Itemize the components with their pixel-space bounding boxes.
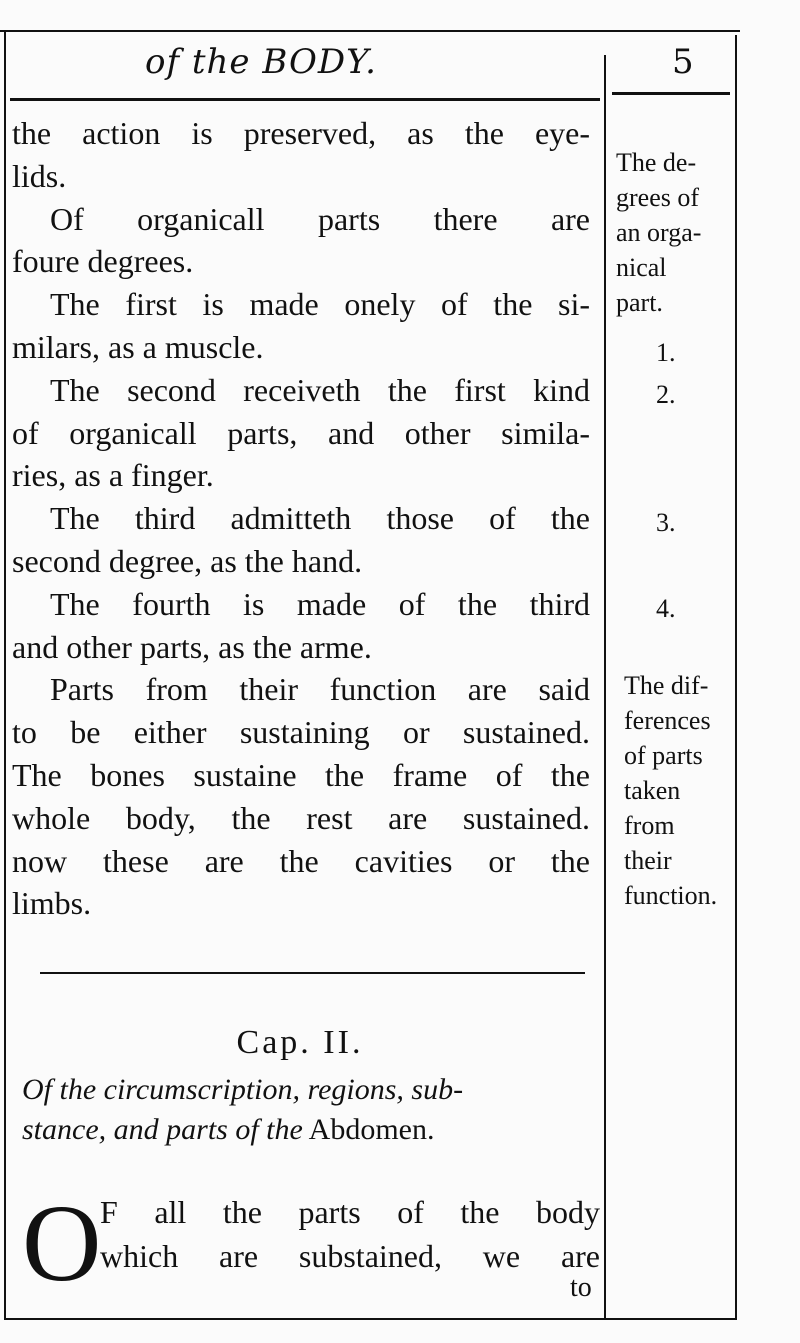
drop-cap: O xyxy=(22,1182,102,1304)
opening-line-1: F all the parts of the body xyxy=(100,1194,600,1230)
text-line: The second receiveth the first kind xyxy=(50,371,590,408)
running-title: of the BODY. xyxy=(145,42,377,82)
text-line: The fourth is made of the third xyxy=(50,585,590,622)
text-line: to be either sustaining or sustained. xyxy=(12,714,590,751)
margin-number-3: 3. xyxy=(656,508,676,537)
margin-note-line: part. xyxy=(616,288,663,317)
text-line: Parts from their function are said xyxy=(50,671,590,708)
header-rule xyxy=(10,98,600,101)
column-divider xyxy=(604,55,606,1320)
margin-note-line: from xyxy=(624,811,675,840)
page-number: 5 xyxy=(672,42,694,82)
margin-note-line: function. xyxy=(624,881,718,910)
margin-note-line: their xyxy=(624,846,672,875)
chapter-title: Cap. II. xyxy=(236,1024,364,1061)
bottom-border xyxy=(4,1318,736,1320)
chapter-subtitle-italic: Of the circumscription, regions, sub- xyxy=(22,1073,464,1106)
opening-line-2: which are substained, we are xyxy=(100,1238,600,1274)
margin-note-line: nical xyxy=(616,253,667,282)
margin-note-line: The dif- xyxy=(624,671,709,700)
margin-note-line: of parts xyxy=(624,741,703,770)
chapter-subtitle-italic: stance, and parts of the xyxy=(22,1113,303,1146)
left-border xyxy=(4,30,6,1320)
chapter-subtitle-roman: Abdomen. xyxy=(308,1113,435,1146)
text-line: limbs. xyxy=(12,885,92,922)
text-line: foure degrees. xyxy=(12,243,194,280)
text-line: now these are the cavities or the xyxy=(12,842,590,879)
text-line: The first is made onely of the si- xyxy=(50,286,590,323)
margin-note-line: taken xyxy=(624,776,681,805)
text-line: and other parts, as the arme. xyxy=(12,628,372,665)
margin-note-line: ferences xyxy=(624,706,711,735)
margin-note-line: an orga- xyxy=(616,218,702,247)
right-border xyxy=(735,35,737,1320)
catchword: to xyxy=(570,1272,592,1303)
text-line: The third admitteth those of the xyxy=(50,500,590,537)
text-line: The bones sustaine the frame of the xyxy=(12,756,590,793)
margin-note-differences xyxy=(624,668,717,913)
header-rule-margin xyxy=(612,92,730,95)
text-line: whole body, the rest are sustained. xyxy=(12,799,590,836)
margin-number-1: 1. xyxy=(656,338,676,367)
margin-note-line: grees of xyxy=(616,183,700,212)
margin-note-line: The de- xyxy=(616,148,697,177)
text-line: Of organicall parts there are xyxy=(50,200,590,237)
text-line: ries, as a finger. xyxy=(12,457,214,494)
margin-number-4: 4. xyxy=(656,594,676,623)
chapter-subtitle-line-2 xyxy=(22,1110,592,1150)
text-line: milars, as a muscle. xyxy=(12,328,264,365)
text-line: second degree, as the hand. xyxy=(12,542,363,579)
text-line: of organicall parts, and other simila- xyxy=(12,414,590,451)
text-line: lids. xyxy=(12,157,67,194)
margin-number-2: 2. xyxy=(656,380,676,409)
text-line: the action is preserved, as the eye- xyxy=(12,115,590,151)
margin-note-degrees xyxy=(616,145,701,320)
chapter-rule xyxy=(40,972,585,974)
top-border xyxy=(0,30,740,32)
chapter-subtitle-line-1 xyxy=(22,1070,592,1110)
body-text xyxy=(12,112,590,925)
